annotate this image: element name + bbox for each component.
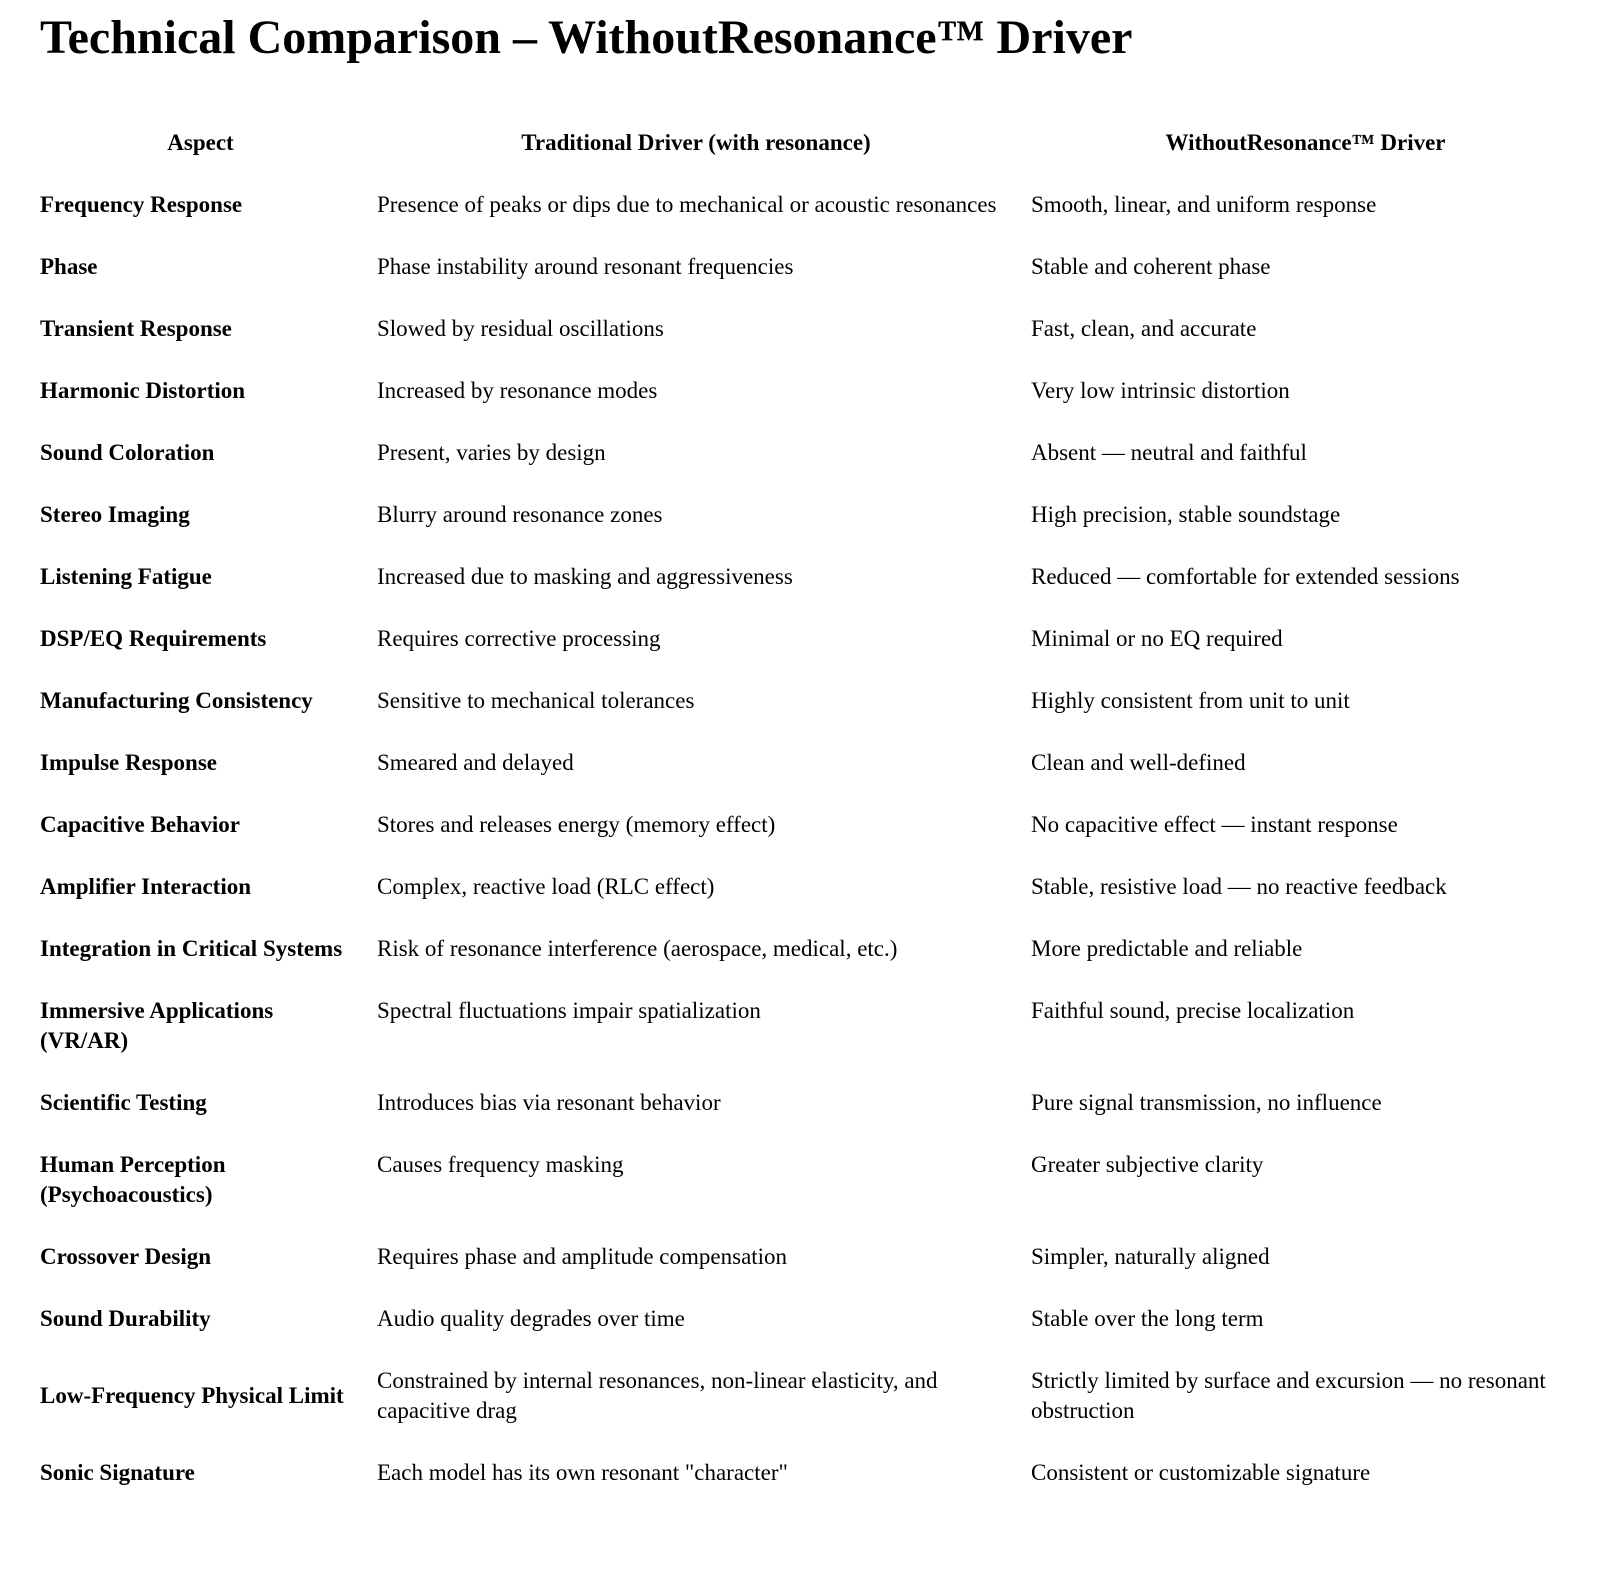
table-row: [32, 360, 1588, 422]
aspect-cell: Immersive Applications (VR/AR): [40, 998, 274, 1053]
table-row: [32, 1226, 1588, 1288]
traditional-cell: Increased due to masking and aggressiveness: [377, 564, 793, 589]
table-row: [32, 174, 1588, 236]
aspect-cell: Integration in Critical Systems: [40, 936, 343, 961]
table-row: [32, 1072, 1588, 1134]
without-resonance-cell: Reduced — comfortable for extended sessions: [1031, 564, 1460, 589]
without-resonance-cell: Simpler, naturally aligned: [1031, 1244, 1270, 1269]
aspect-cell: Human Perception (Psychoacoustics): [40, 1152, 226, 1207]
without-resonance-cell: Stable, resistive load — no reactive feedback: [1031, 874, 1447, 899]
table-row: [32, 1442, 1588, 1504]
aspect-cell: Transient Response: [40, 316, 232, 341]
table-row: [32, 856, 1588, 918]
without-resonance-cell: Absent — neutral and faithful: [1031, 440, 1307, 465]
aspect-cell: Low-Frequency Physical Limit: [40, 1383, 344, 1408]
without-resonance-cell: More predictable and reliable: [1031, 936, 1303, 961]
table-row: [32, 608, 1588, 670]
table-row: [32, 546, 1588, 608]
aspect-cell: Impulse Response: [40, 750, 218, 775]
header-aspect: Aspect: [167, 130, 234, 155]
aspect-cell: Sound Coloration: [40, 440, 215, 465]
table-row: [32, 670, 1588, 732]
table-row: [32, 298, 1588, 360]
page-title: Technical Comparison – WithoutResonance™ Driver: [40, 11, 1133, 64]
without-resonance-cell: Fast, clean, and accurate: [1031, 316, 1257, 341]
without-resonance-cell: Clean and well-defined: [1031, 750, 1246, 775]
without-resonance-cell: Stable over the long term: [1031, 1306, 1264, 1331]
aspect-cell: Capacitive Behavior: [40, 812, 240, 837]
table-row: [32, 732, 1588, 794]
table-row: [32, 1134, 1588, 1226]
traditional-cell: Introduces bias via resonant behavior: [377, 1090, 721, 1115]
traditional-cell: Slowed by residual oscillations: [377, 316, 664, 341]
aspect-cell: Scientific Testing: [40, 1090, 207, 1115]
aspect-cell: Frequency Response: [40, 192, 243, 217]
table-row: [32, 980, 1588, 1072]
without-resonance-cell: Strictly limited by surface and excursion — no resonant obstruction: [1031, 1368, 1546, 1423]
without-resonance-cell: Smooth, linear, and uniform response: [1031, 192, 1377, 217]
traditional-cell: Presence of peaks or dips due to mechanical or acoustic resonances: [377, 192, 997, 217]
aspect-cell: Listening Fatigue: [40, 564, 212, 589]
traditional-cell: Risk of resonance interference (aerospace, medical, etc.): [377, 936, 898, 961]
header-row: [32, 118, 1588, 174]
without-resonance-cell: Consistent or customizable signature: [1031, 1460, 1371, 1485]
traditional-cell: Causes frequency masking: [377, 1152, 624, 1177]
aspect-cell: Sound Durability: [40, 1306, 211, 1331]
table-row: [32, 918, 1588, 980]
traditional-cell: Complex, reactive load (RLC effect): [377, 874, 715, 899]
table-row: [32, 1288, 1588, 1350]
aspect-cell: Manufacturing Consistency: [40, 688, 313, 713]
table-body: [32, 174, 1588, 1504]
without-resonance-cell: High precision, stable soundstage: [1031, 502, 1341, 527]
traditional-cell: Stores and releases energy (memory effect): [377, 812, 776, 837]
aspect-cell: Crossover Design: [40, 1244, 212, 1269]
aspect-cell: Harmonic Distortion: [40, 378, 246, 403]
without-resonance-cell: Stable and coherent phase: [1031, 254, 1271, 279]
aspect-cell: Amplifier Interaction: [40, 874, 252, 899]
traditional-cell: Audio quality degrades over time: [377, 1306, 685, 1331]
without-resonance-cell: Very low intrinsic distortion: [1031, 378, 1290, 403]
table-row: [32, 422, 1588, 484]
without-resonance-cell: Pure signal transmission, no influence: [1031, 1090, 1382, 1115]
table-row: [32, 794, 1588, 856]
without-resonance-cell: Minimal or no EQ required: [1031, 626, 1283, 651]
table-row: [32, 484, 1588, 546]
aspect-cell: Phase: [40, 254, 98, 279]
traditional-cell: Smeared and delayed: [377, 750, 574, 775]
table-row: [32, 236, 1588, 298]
traditional-cell: Sensitive to mechanical tolerances: [377, 688, 695, 713]
traditional-cell: Constrained by internal resonances, non-linear elasticity, and capacitive drag: [377, 1368, 938, 1423]
without-resonance-cell: Faithful sound, precise localization: [1031, 998, 1355, 1023]
traditional-cell: Blurry around resonance zones: [377, 502, 663, 527]
without-resonance-cell: Highly consistent from unit to unit: [1031, 688, 1350, 713]
traditional-cell: Increased by resonance modes: [377, 378, 658, 403]
aspect-cell: Sonic Signature: [40, 1460, 195, 1485]
traditional-cell: Each model has its own resonant "character": [377, 1460, 788, 1485]
traditional-cell: Requires phase and amplitude compensation: [377, 1244, 788, 1269]
aspect-cell: DSP/EQ Requirements: [40, 626, 267, 651]
without-resonance-cell: Greater subjective clarity: [1031, 1152, 1264, 1177]
aspect-cell: Stereo Imaging: [40, 502, 190, 527]
header-without-resonance: WithoutResonance™ Driver: [1165, 130, 1446, 155]
without-resonance-cell: No capacitive effect — instant response: [1031, 812, 1398, 837]
header-traditional: Traditional Driver (with resonance): [521, 130, 871, 155]
traditional-cell: Spectral fluctuations impair spatialization: [377, 998, 761, 1023]
table-header: [32, 118, 1588, 174]
traditional-cell: Present, varies by design: [377, 440, 606, 465]
traditional-cell: Phase instability around resonant frequencies: [377, 254, 794, 279]
table-row: [32, 1350, 1588, 1442]
comparison-table: [32, 118, 1588, 1504]
traditional-cell: Requires corrective processing: [377, 626, 661, 651]
